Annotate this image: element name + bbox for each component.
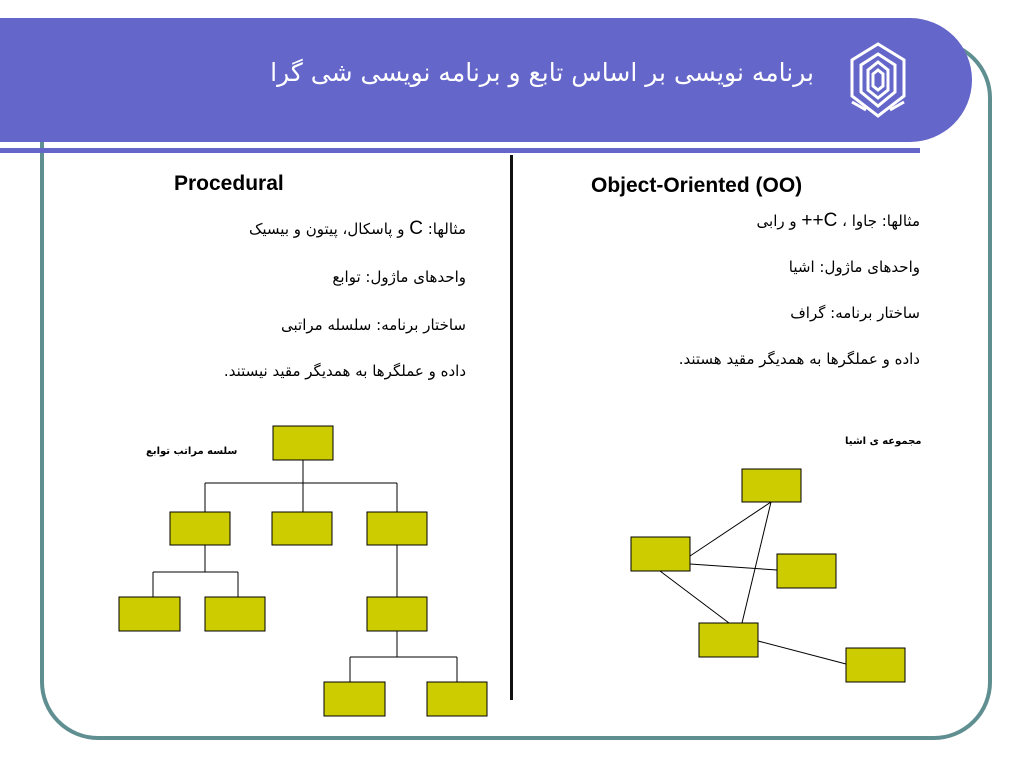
hierarchy-node-middle xyxy=(272,512,332,545)
hierarchy-node-left-child-2 xyxy=(205,597,265,631)
hierarchy-connectors xyxy=(153,460,457,682)
object-node-far-right xyxy=(846,648,905,682)
hierarchy-node-right-child xyxy=(367,597,427,631)
slide-title: برنامه نویسی بر اساس تابع و برنامه نویسی شی گرا xyxy=(270,58,814,87)
oo-data-ops: داده و عملگرها به همدیگر مقید هستند. xyxy=(678,350,920,368)
object-node-right xyxy=(777,554,836,588)
oo-examples-rest: و رابی xyxy=(756,212,797,230)
hierarchy-node-right xyxy=(367,512,427,545)
oo-diagram-caption: مجموعه ی اشیا xyxy=(845,436,922,447)
procedural-structure: ساختار برنامه: سلسله مراتبی xyxy=(281,316,466,334)
procedural-examples-prefix: مثالها: xyxy=(427,220,466,238)
hierarchy-node-grandchild-1 xyxy=(324,682,385,716)
procedural-data-ops: داده و عملگرها به همدیگر مقید نیستند. xyxy=(223,362,466,380)
procedural-modules: واحدهای ماژول: توابع xyxy=(332,268,466,286)
procedural-diagram-caption: سلسه مراتب توابع xyxy=(146,446,238,457)
object-node-top xyxy=(742,469,801,502)
hierarchy-node-left xyxy=(170,512,230,545)
oo-structure: ساختار برنامه: گراف xyxy=(790,304,920,322)
procedural-heading: Procedural xyxy=(174,172,284,195)
hierarchy-node-grandchild-2 xyxy=(427,682,487,716)
hierarchy-node-left-child-1 xyxy=(119,597,180,631)
oo-examples-prefix: مثالها: جاوا ، xyxy=(842,212,920,230)
object-graph-nodes xyxy=(631,469,905,682)
oo-heading: Object-Oriented (OO) xyxy=(591,174,803,197)
procedural-examples-c: C xyxy=(409,218,423,239)
oo-examples-cpp: C++ xyxy=(801,210,838,231)
oo-modules: واحدهای ماژول: اشیا xyxy=(788,258,920,276)
object-node-left xyxy=(631,537,690,571)
hierarchy-node-root xyxy=(273,426,333,460)
object-node-bottom xyxy=(699,623,758,657)
procedural-examples-rest: و پاسکال، پیتون و بیسیک xyxy=(248,220,405,238)
